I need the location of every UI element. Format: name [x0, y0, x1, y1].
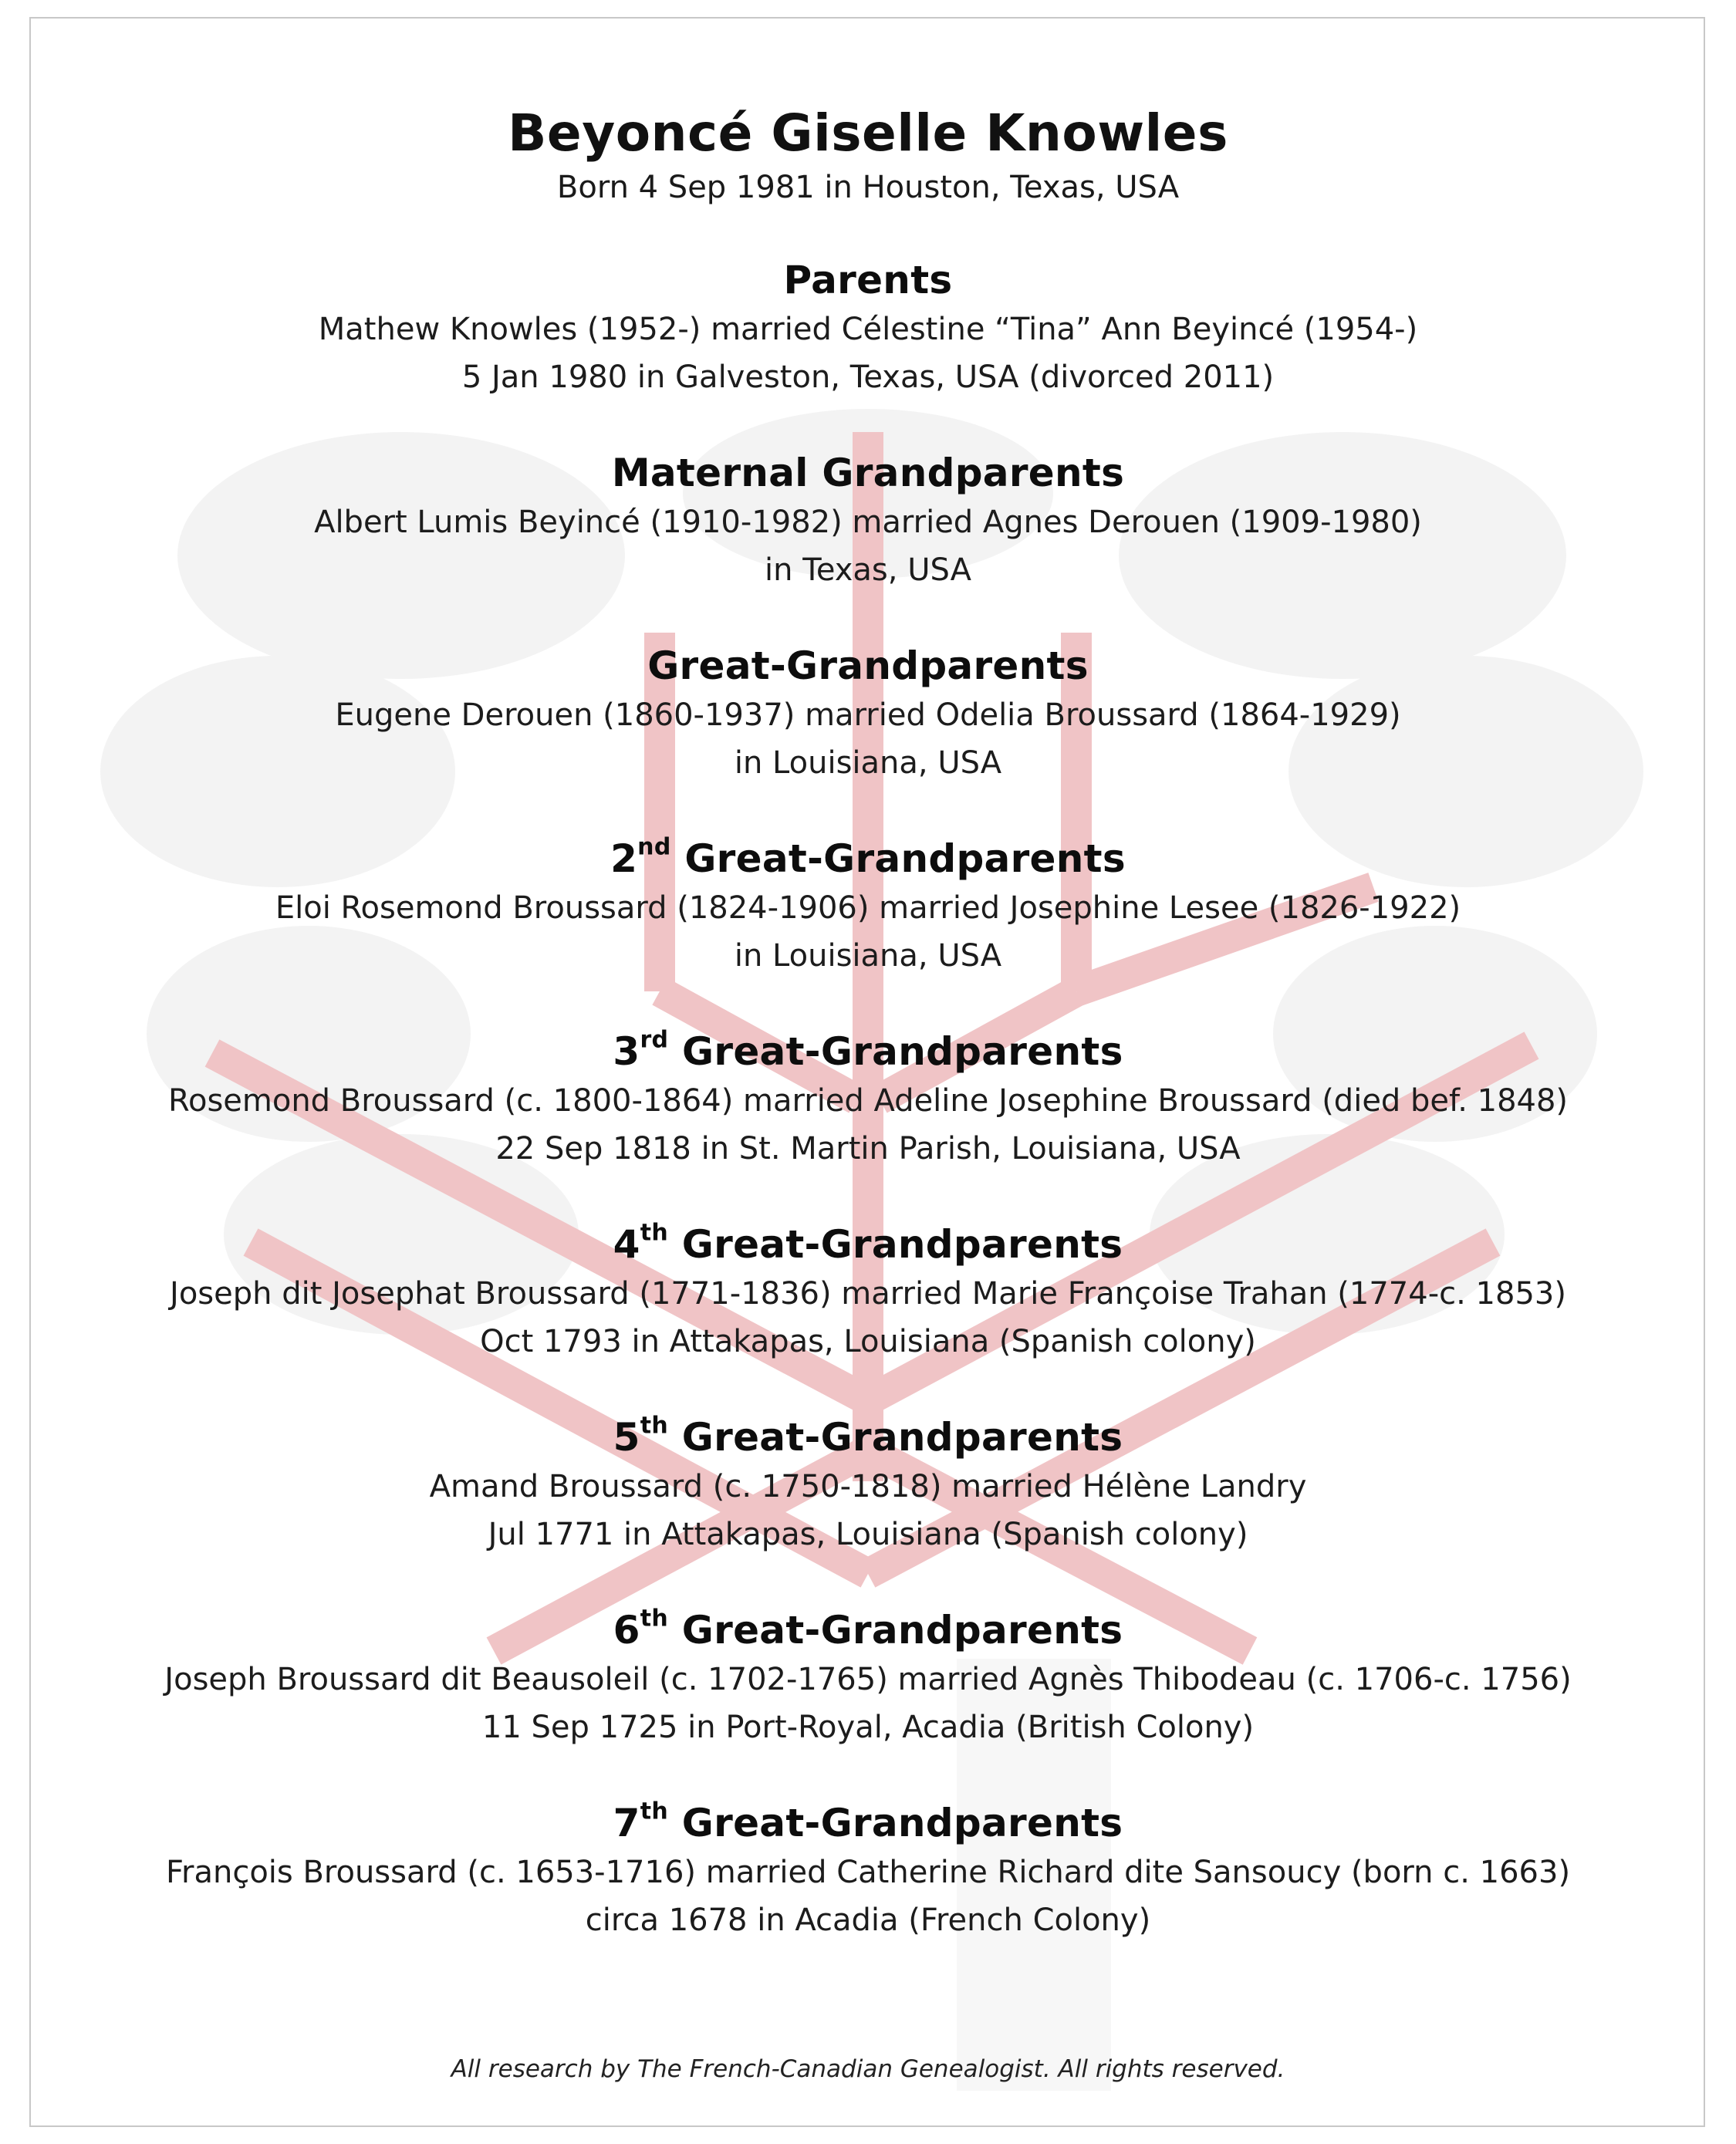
generation-title: Parents	[783, 258, 953, 302]
couple-line: François Broussard (c. 1653-1716) married Catherine Richard dite Sansoucy (born c. 1663)	[165, 1855, 1571, 1890]
generation-title: 4th Great-Grandparents	[613, 1219, 1123, 1267]
marriage-line: 5 Jan 1980 in Galveston, Texas, USA (divorced 2011)	[461, 360, 1275, 395]
generation-7th-great-grandparents	[0, 1798, 1736, 1944]
couple-line: Eloi Rosemond Broussard (1824-1906) married Josephine Lesee (1826-1922)	[275, 890, 1461, 926]
marriage-line: circa 1678 in Acadia (French Colony)	[585, 1903, 1151, 1938]
subject-birth-info: Born 4 Sep 1981 in Houston, Texas, USA	[556, 170, 1180, 205]
generation-ordinal-suffix: nd	[637, 833, 671, 861]
generation-3rd-great-grandparents	[0, 1026, 1736, 1173]
marriage-line: in Louisiana, USA	[734, 938, 1002, 974]
marriage-line: in Texas, USA	[765, 552, 971, 588]
marriage-line: 22 Sep 1818 in St. Martin Parish, Louisiana, USA	[495, 1131, 1241, 1167]
marriage-line: 11 Sep 1725 in Port-Royal, Acadia (British Colony)	[481, 1710, 1255, 1745]
couple-line: Amand Broussard (c. 1750-1818) married Hélène Landry	[429, 1469, 1307, 1504]
generation-5th-great-grandparents	[0, 1412, 1736, 1558]
generation-ordinal-suffix: th	[640, 1412, 669, 1440]
generation-title: Maternal Grandparents	[611, 451, 1125, 495]
couple-line: Mathew Knowles (1952-) married Célestine “Tina” Ann Beyincé (1954-)	[318, 312, 1418, 347]
couple-line: Rosemond Broussard (c. 1800-1864) married Adeline Josephine Broussard (died bef. 1848)	[167, 1083, 1569, 1119]
generation-title: 3rd Great-Grandparents	[613, 1026, 1123, 1074]
generation-ordinal-suffix: th	[640, 1605, 669, 1632]
generation-ordinal-suffix: th	[640, 1219, 669, 1247]
marriage-line: Jul 1771 in Attakapas, Louisiana (Spanish colony)	[488, 1517, 1248, 1552]
generation-ordinal: 3	[613, 1029, 640, 1074]
couple-line: Joseph dit Josephat Broussard (1771-1836) married Marie Françoise Trahan (1774-c. 1853)	[170, 1276, 1566, 1312]
generation-great-grandparents	[0, 640, 1736, 787]
generation-ordinal: 4	[613, 1222, 640, 1267]
generation-ordinal: 2	[610, 836, 638, 881]
generation-ordinal: 6	[613, 1608, 640, 1653]
couple-line: Albert Lumis Beyincé (1910-1982) married Agnes Derouen (1909-1980)	[314, 505, 1422, 540]
generation-4th-great-grandparents	[0, 1219, 1736, 1366]
generation-title: 5th Great-Grandparents	[613, 1412, 1123, 1460]
generation-title: 7th Great-Grandparents	[613, 1798, 1123, 1845]
generation-maternal-grandparents	[0, 447, 1736, 594]
generation-title: Great-Grandparents	[647, 643, 1089, 688]
couple-line: Joseph Broussard dit Beausoleil (c. 1702-1765) married Agnès Thibodeau (c. 1706-c. 1756)	[164, 1662, 1572, 1697]
generation-ordinal: 5	[613, 1415, 640, 1460]
generation-ordinal-suffix: rd	[640, 1026, 669, 1054]
marriage-line: Oct 1793 in Attakapas, Louisiana (Spanish colony)	[480, 1324, 1256, 1359]
couple-line: Eugene Derouen (1860-1937) married Odelia Broussard (1864-1929)	[335, 697, 1401, 733]
marriage-line: in Louisiana, USA	[734, 745, 1002, 781]
subject-name: Beyoncé Giselle Knowles	[508, 103, 1228, 163]
copyright-footer: All research by The French-Canadian Genealogist. All rights reserved.	[451, 2055, 1285, 2083]
generation-ordinal: 7	[613, 1801, 640, 1845]
generation-ordinal-suffix: th	[640, 1798, 669, 1825]
generation-6th-great-grandparents	[0, 1605, 1736, 1751]
generation-2nd-great-grandparents	[0, 833, 1736, 980]
generation-title: 6th Great-Grandparents	[613, 1605, 1123, 1653]
generation-title: 2nd Great-Grandparents	[610, 833, 1126, 881]
generation-parents	[0, 255, 1736, 401]
